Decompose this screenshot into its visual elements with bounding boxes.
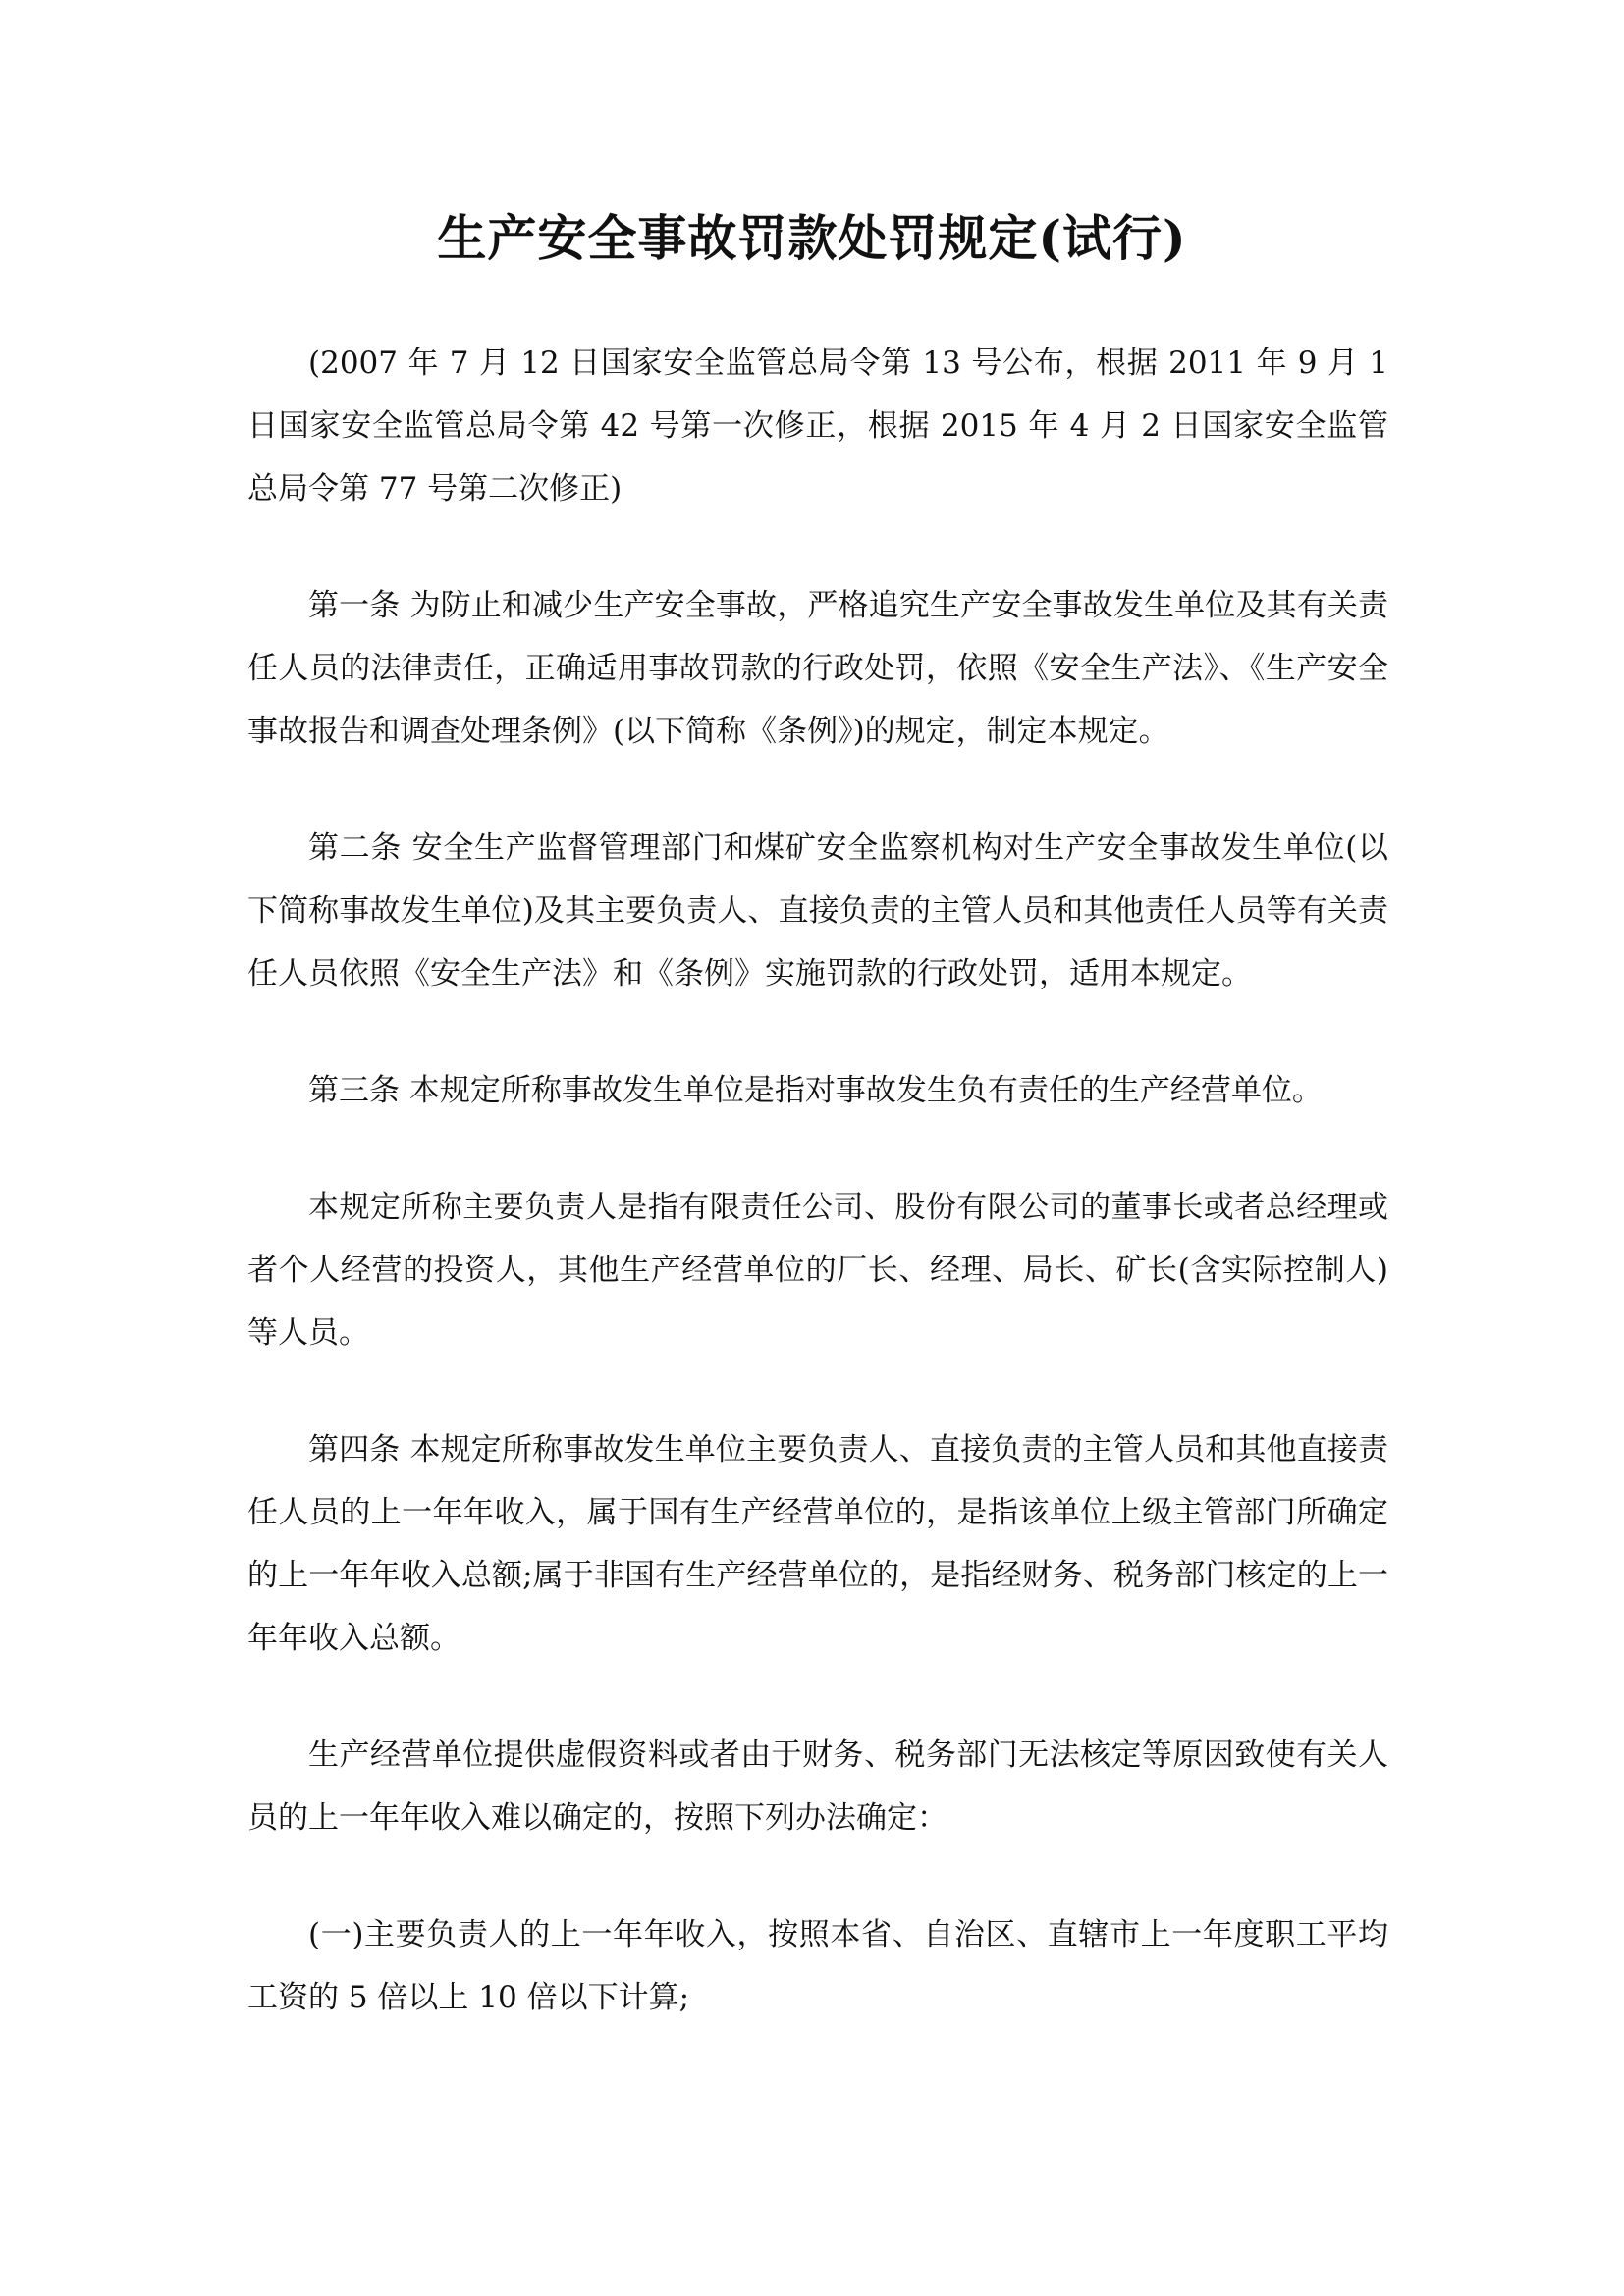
paragraph-article-3-responsible-person: 本规定所称主要负责人是指有限责任公司、股份有限公司的董事长或者总经理或者个人经营的投资人，其他生产经营单位的厂长、经理、局长、矿长(含实际控制人)等人员。 — [247, 1190, 1388, 1351]
paragraph-article-3: 第三条 本规定所称事故发生单位是指对事故发生负有责任的生产经营单位。 — [308, 1073, 1323, 1108]
paragraph-amendment-note: (2007 年 7 月 12 日国家安全监管总局令第 13 号公布，根据 2011 年 9 月 1 日国家安全监管总局令第 42 号第一次修正，根据 2015 年 4 月 2 日国家安全监管总局令第 77 号第二次修正) — [247, 346, 1388, 507]
paragraph-article-4-item-1: (一)主要负责人的上一年年收入，按照本省、自治区、直辖市上一年度职工平均工资的 5 倍以上 10 倍以下计算; — [247, 1917, 1388, 2015]
paragraph-article-2: 第二条 安全生产监督管理部门和煤矿安全监察机构对生产安全事故发生单位(以下简称事故发生单位)及其主要负责人、直接负责的主管人员和其他责任人员等有关责任人员依照《安全生产法》和《条例》实施罚款的行政处罚，适用本规定。 — [247, 830, 1388, 991]
document-title: 生产安全事故罚款处罚规定(试行) — [437, 209, 1187, 267]
paragraph-article-1: 第一条 为防止和减少生产安全事故，严格追究生产安全事故发生单位及其有关责任人员的法律责任，正确适用事故罚款的行政处罚，依照《安全生产法》、《生产安全事故报告和调查处理条例》(以下简称《条例》)的规定，制定本规定。 — [247, 588, 1388, 749]
paragraph-article-4-income-determination: 生产经营单位提供虚假资料或者由于财务、税务部门无法核定等原因致使有关人员的上一年年收入难以确定的，按照下列办法确定： — [247, 1737, 1388, 1836]
document-body — [247, 332, 1388, 2083]
paragraph-article-4: 第四条 本规定所称事故发生单位主要负责人、直接负责的主管人员和其他直接责任人员的上一年年收入，属于国有生产经营单位的，是指该单位上级主管部门所确定的上一年年收入总额;属于非国有生产经营单位的，是指经财务、税务部门核定的上一年年收入总额。 — [247, 1432, 1388, 1656]
